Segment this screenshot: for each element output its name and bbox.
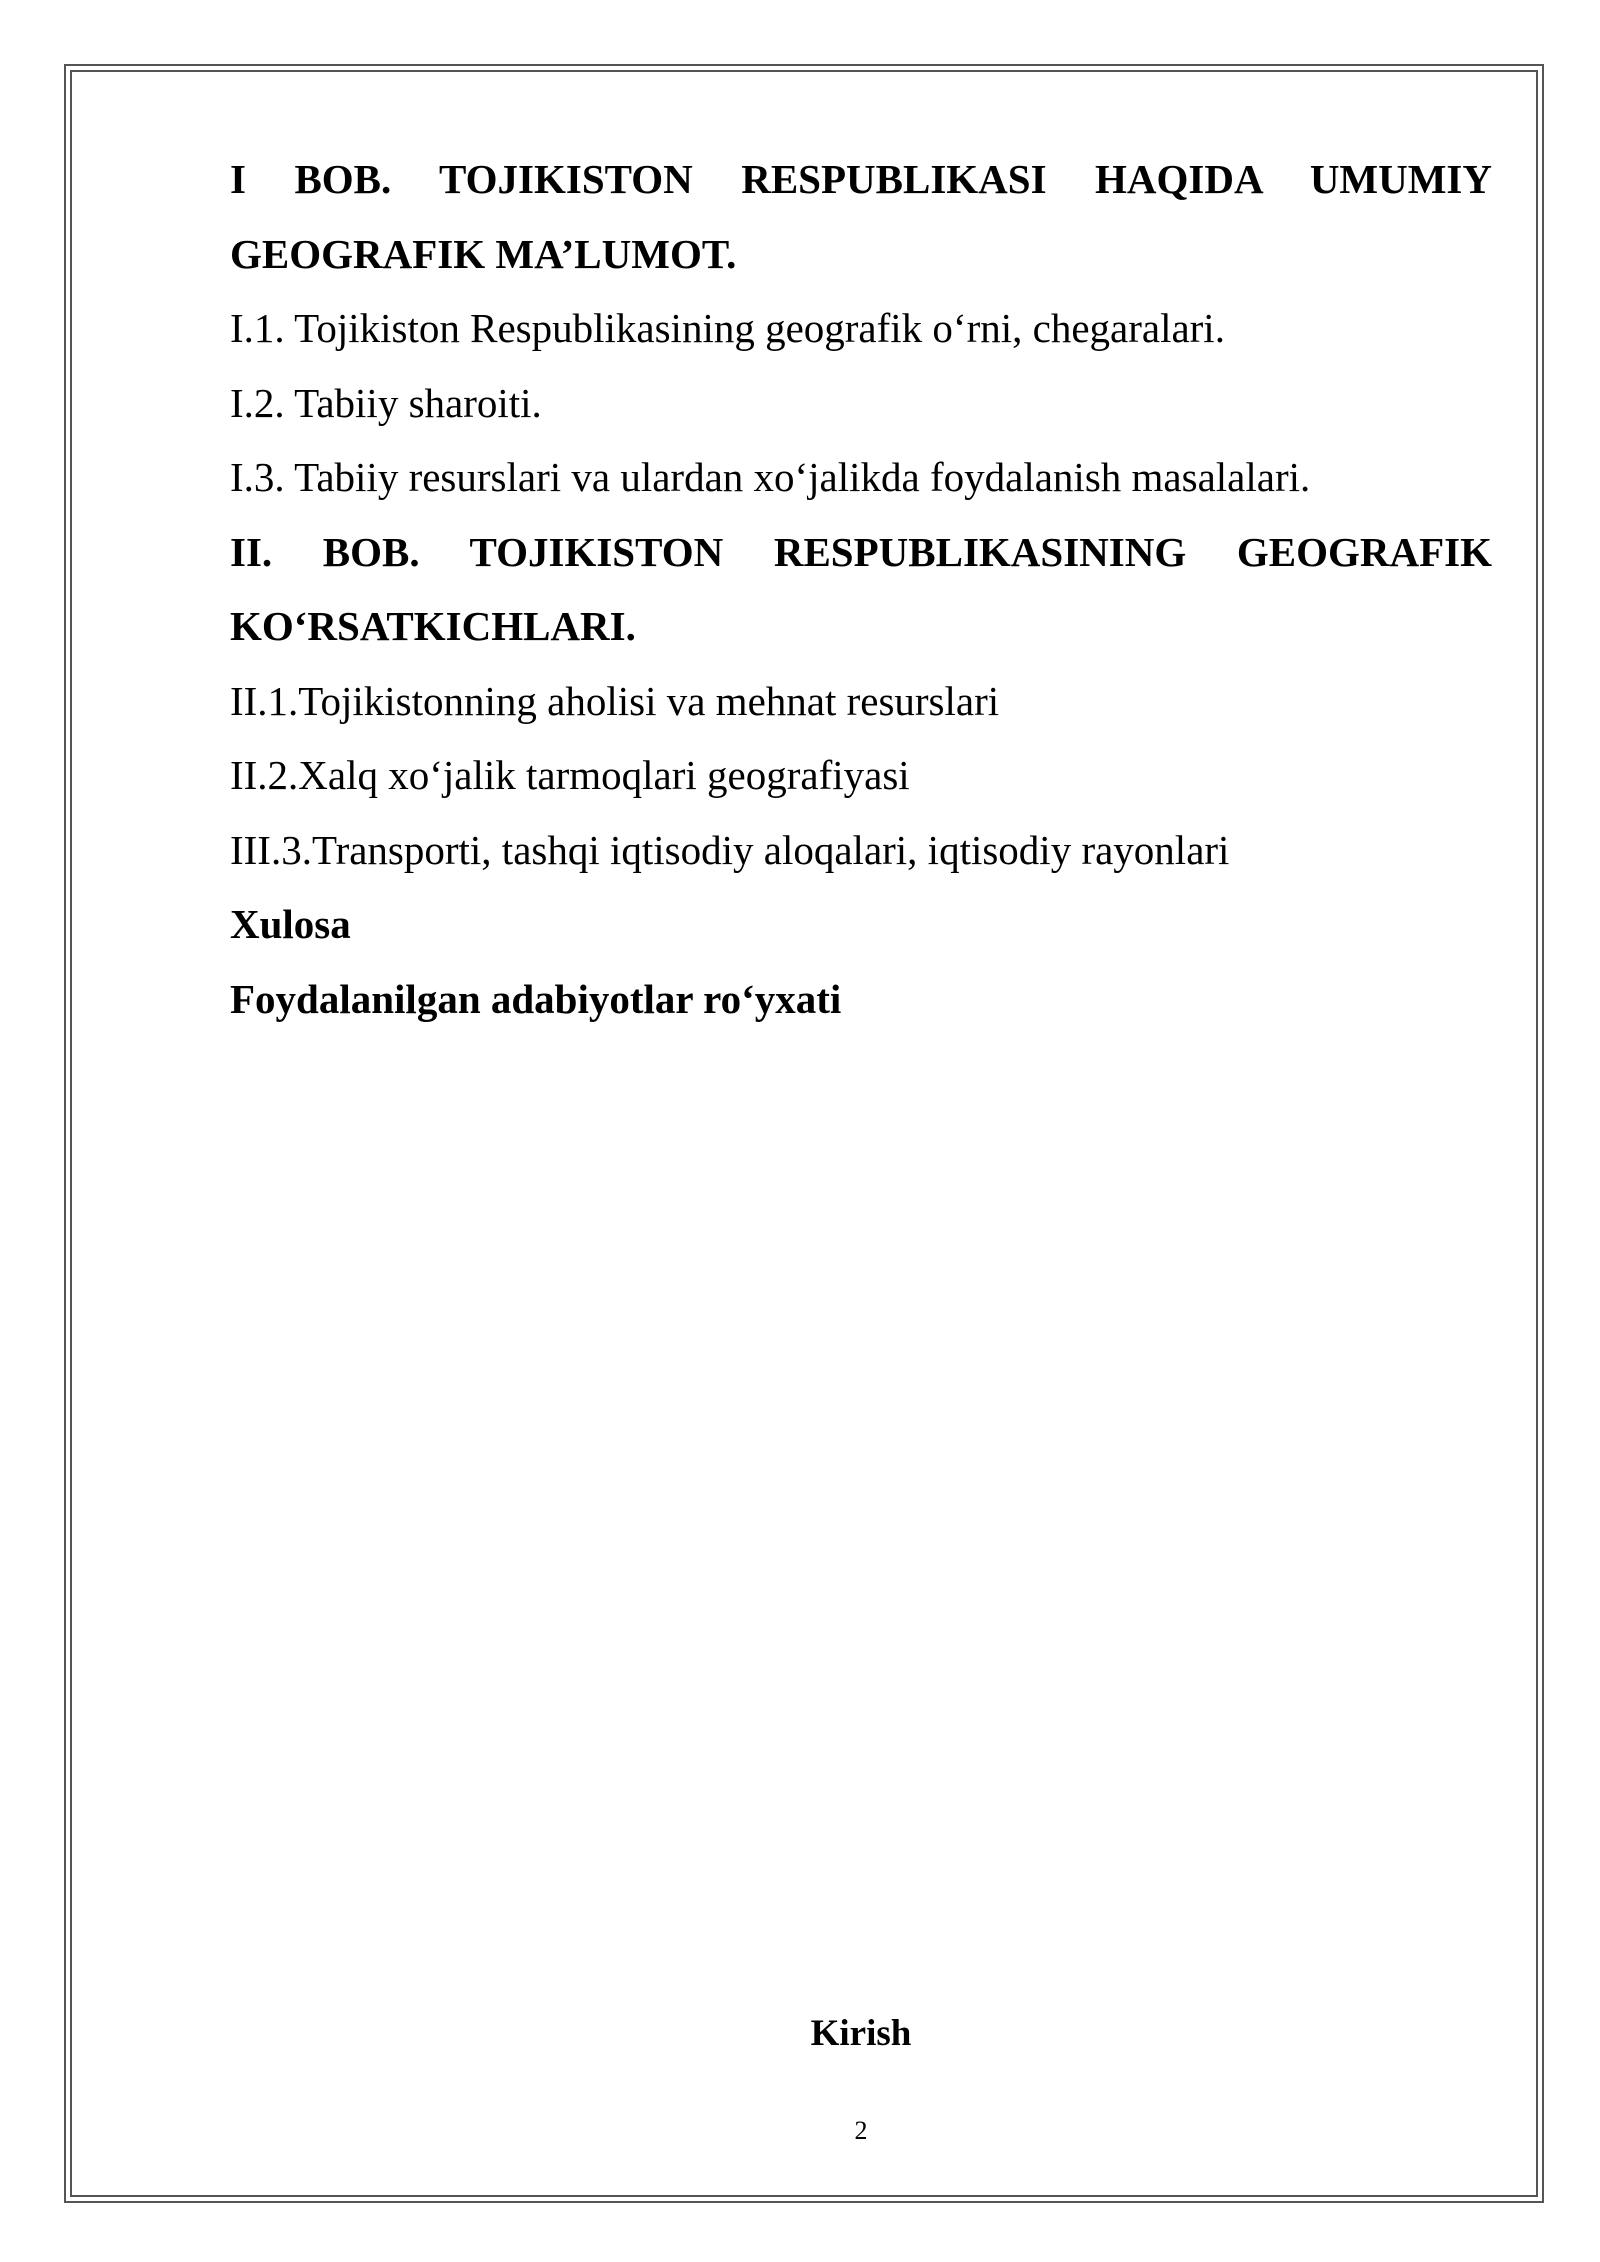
chapter-1-heading-line-2: GEOGRAFIK MA’LUMOT. — [230, 230, 737, 277]
conclusion-heading: Xulosa — [230, 901, 351, 947]
chapter-2-heading-line-1: II. BOB. TOJIKISTON RESPUBLIKASINING GEOGRAFIK — [230, 528, 1492, 575]
section-2-1: II.1.Tojikistonning aholisi va mehnat resurslari — [230, 677, 1000, 724]
section-2-2: II.2.Xalq xo‘jalik tarmoqlari geografiyasi — [230, 752, 910, 798]
chapter-2-heading-line-2: KO‘RSATKICHLARI. — [230, 603, 636, 649]
section-1-2: I.2. Tabiiy sharoiti. — [230, 379, 542, 426]
chapter-1-heading-line-1: I BOB. TOJIKISTON RESPUBLIKASI HAQIDA UMUMIY — [230, 156, 1492, 202]
kirish-heading: Kirish — [810, 2013, 912, 2054]
section-1-3: I.3. Tabiiy resurslari va ulardan xo‘jalikda foydalanish masalalari. — [230, 454, 1311, 500]
section-3-3: III.3.Transporti, tashqi iqtisodiy aloqalari, iqtisodiy rayonlari — [230, 826, 1230, 873]
table-of-contents — [230, 142, 1492, 1036]
references-heading: Foydalanilgan adabiyotlar ro‘yxati — [230, 975, 842, 1022]
page-number: 2 — [854, 2116, 868, 2145]
section-1-1: I.1. Tojikiston Respublikasining geografik o‘rni, chegaralari. — [230, 305, 1225, 351]
